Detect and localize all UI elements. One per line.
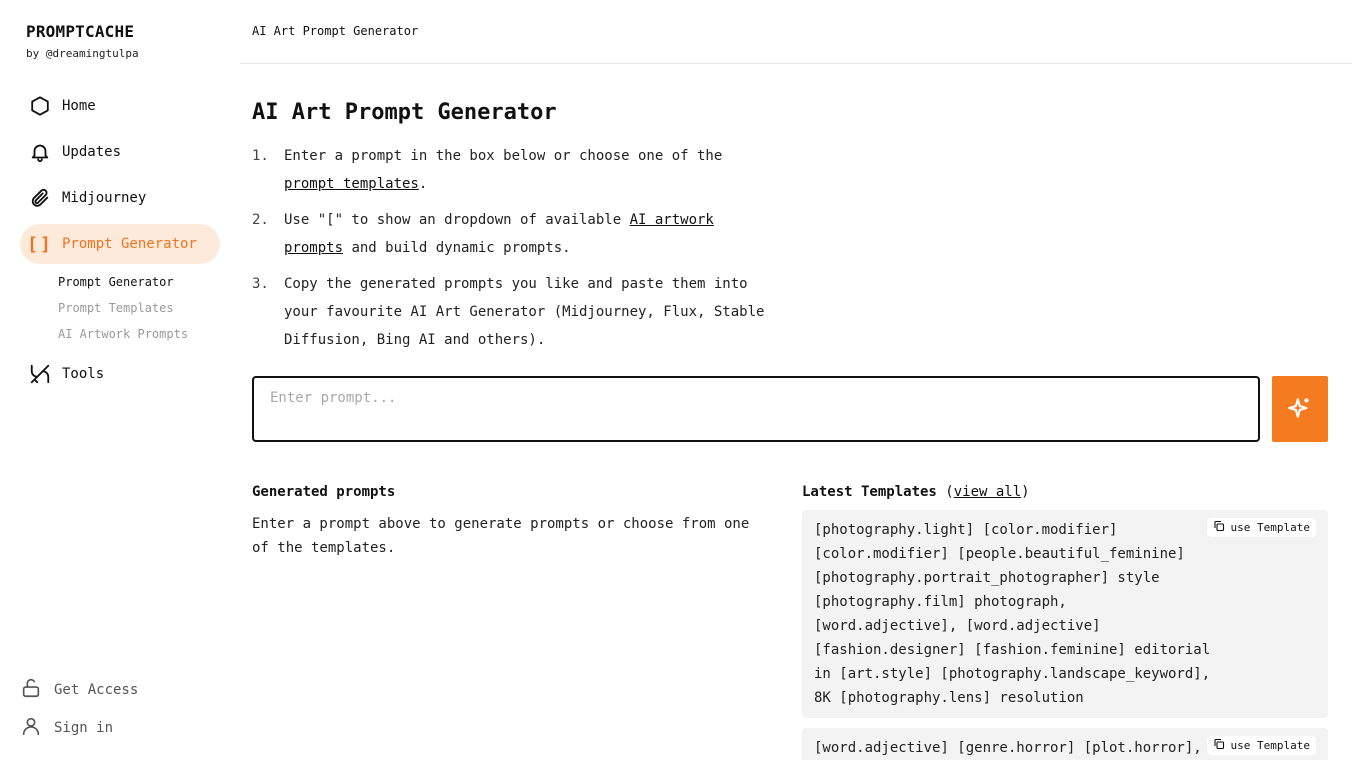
sidebar-item-home[interactable] — [20, 86, 220, 126]
get-access-link[interactable] — [20, 677, 138, 703]
subnav-item-ai-artwork-prompts[interactable]: AI Artwork Prompts — [58, 327, 189, 341]
generated-prompts-title: Generated prompts — [252, 484, 396, 500]
copy-icon — [1213, 520, 1225, 535]
sidebar — [0, 0, 240, 760]
sign-in-link[interactable] — [20, 715, 113, 741]
latest-templates-section — [802, 484, 1328, 760]
subnav-item-prompt-templates[interactable]: Prompt Templates — [58, 301, 174, 315]
brand-title[interactable]: PROMPTCACHE — [26, 22, 135, 41]
user-icon — [20, 715, 42, 741]
generate-button[interactable] — [1272, 376, 1328, 442]
template-card — [802, 728, 1328, 760]
list-item — [252, 270, 772, 354]
list-item — [252, 142, 772, 198]
sidebar-item-label: Updates — [62, 144, 122, 160]
latest-templates-header: Latest Templates (view all) — [802, 484, 1030, 500]
generated-prompts-section — [252, 484, 772, 560]
brackets-icon: [] — [27, 233, 53, 255]
list-item — [252, 206, 772, 262]
brand-subtitle: by @dreamingtulpa — [26, 47, 139, 60]
prompt-input[interactable] — [252, 376, 1260, 442]
step-text-before: Enter a prompt in the box below or choose one of the — [284, 148, 723, 164]
step-number: 1. — [252, 148, 269, 164]
step-number: 2. — [252, 212, 269, 228]
template-card — [802, 510, 1328, 718]
hexagon-icon — [28, 94, 52, 118]
step-number: 3. — [252, 276, 269, 292]
sidebar-item-updates[interactable] — [20, 132, 220, 172]
step-text — [284, 142, 772, 198]
instructions-list — [252, 142, 772, 362]
ai-artwork-prompts-link[interactable]: AI artwork prompts — [284, 212, 714, 256]
sidebar-item-prompt-generator[interactable] — [20, 224, 220, 264]
sidebar-item-label: Tools — [62, 366, 105, 382]
sidebar-item-label: Midjourney — [62, 190, 147, 206]
brand[interactable] — [26, 22, 139, 60]
template-text: [word.adjective] [genre.horror] [plot.horror], — [814, 740, 1202, 756]
use-template-button[interactable] — [1207, 736, 1316, 755]
use-template-label: use Template — [1230, 739, 1310, 752]
sidebar-item-midjourney[interactable] — [20, 178, 220, 218]
copy-icon — [1213, 738, 1225, 753]
paperclip-icon — [28, 186, 52, 210]
sidebar-item-tools[interactable] — [20, 354, 220, 394]
breadcrumb: AI Art Prompt Generator — [252, 24, 419, 38]
step-text — [284, 206, 772, 262]
step-text-before: Use "[" to show an dropdown of available — [284, 212, 630, 228]
bell-icon — [28, 140, 52, 164]
sidebar-item-label: Prompt Generator — [62, 236, 197, 252]
sign-in-label: Sign in — [54, 720, 114, 736]
template-text: [photography.light] [color.modifier] [color.modifier] [people.beautiful_feminine] [photography.portrait_photographer] style [photography.film] photograph, [word.adjective], [word.adjective] [fashion.designer] [fashion.feminine] editorial in [art.style] [photography.landscape_keyword], 8K [photography.lens] resolution — [814, 522, 1211, 706]
step-text: Copy the generated prompts you like and paste them into your favourite AI Art Generator (Midjourney, Flux, Stable Diffusion, Bing AI and others). — [284, 276, 765, 348]
top-bar — [240, 0, 1352, 64]
sparkles-icon — [1287, 395, 1313, 424]
step-text-after: and build dynamic prompts. — [343, 240, 571, 256]
subnav-item-prompt-generator[interactable]: Prompt Generator — [58, 275, 174, 289]
page-title: AI Art Prompt Generator — [252, 100, 557, 125]
sidebar-item-label: Home — [62, 98, 96, 114]
use-template-button[interactable] — [1207, 518, 1316, 537]
prompt-templates-link[interactable]: prompt templates — [284, 176, 419, 192]
generated-prompts-empty: Enter a prompt above to generate prompts or choose from one of the templates. — [252, 516, 750, 556]
unlock-icon — [20, 677, 42, 703]
use-template-label: use Template — [1230, 521, 1310, 534]
latest-templates-title: Latest Templates — [802, 484, 937, 500]
get-access-label: Get Access — [54, 682, 139, 698]
sidebar-subnav — [58, 272, 188, 350]
tools-icon — [28, 362, 52, 386]
step-text-after: . — [418, 176, 428, 192]
view-all-link[interactable]: view all — [953, 484, 1022, 500]
